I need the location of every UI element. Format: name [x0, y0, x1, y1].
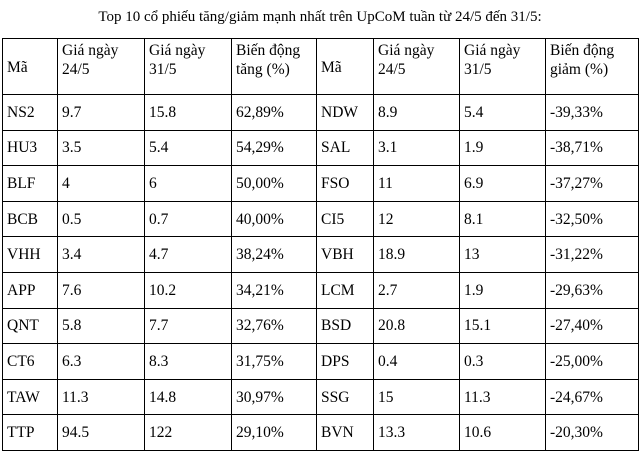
gainer-change-cell: 30,97% — [232, 379, 317, 415]
loser-change-cell: -25,00% — [546, 344, 639, 380]
loser-code-cell: BVN — [317, 415, 374, 451]
gainer-code-cell: BLF — [3, 166, 58, 202]
gainer-code-cell: NS2 — [3, 95, 58, 131]
loser-code-cell: BSD — [317, 308, 374, 344]
gainer-price-end-cell: 8.3 — [145, 344, 232, 380]
gainer-price-start-cell: 5.8 — [58, 308, 145, 344]
loser-change-cell: -24,67% — [546, 379, 639, 415]
table-caption: Top 10 cổ phiếu tăng/giảm mạnh nhất trên UpCoM tuần từ 24/5 đến 31/5: — [98, 9, 542, 25]
loser-price-end-cell: 11.3 — [460, 379, 546, 415]
gainer-code-cell: BCB — [3, 201, 58, 237]
loser-price-start-cell: 18.9 — [374, 237, 460, 273]
loser-price-start-cell: 15 — [374, 379, 460, 415]
gainer-code-cell: CT6 — [3, 344, 58, 380]
header-loss-change: Biến động giảm (%) — [546, 39, 639, 95]
table-row — [3, 95, 639, 131]
loser-code-cell: CI5 — [317, 201, 374, 237]
loser-change-cell: -37,27% — [546, 166, 639, 202]
loser-change-cell: -27,40% — [546, 308, 639, 344]
header-gain-change: Biến động tăng (%) — [232, 39, 317, 95]
loser-price-end-cell: 0.3 — [460, 344, 546, 380]
gainer-price-start-cell: 6.3 — [58, 344, 145, 380]
gainer-price-end-cell: 122 — [145, 415, 232, 451]
gainer-price-end-cell: 4.7 — [145, 237, 232, 273]
loser-change-cell: -32,50% — [546, 201, 639, 237]
gainer-change-cell: 40,00% — [232, 201, 317, 237]
gainer-price-end-cell: 14.8 — [145, 379, 232, 415]
gainer-change-cell: 50,00% — [232, 166, 317, 202]
loser-price-end-cell: 1.9 — [460, 130, 546, 166]
gainer-price-start-cell: 94.5 — [58, 415, 145, 451]
loser-price-end-cell: 5.4 — [460, 95, 546, 131]
gainer-price-start-cell: 3.4 — [58, 237, 145, 273]
gainer-price-start-cell: 9.7 — [58, 95, 145, 131]
table-row — [3, 201, 639, 237]
gainer-price-start-cell: 3.5 — [58, 130, 145, 166]
loser-code-cell: VBH — [317, 237, 374, 273]
gainer-change-cell: 31,75% — [232, 344, 317, 380]
table-row — [3, 308, 639, 344]
loser-price-start-cell: 20.8 — [374, 308, 460, 344]
gainer-price-end-cell: 0.7 — [145, 201, 232, 237]
loser-change-cell: -31,22% — [546, 237, 639, 273]
gainer-price-start-cell: 0.5 — [58, 201, 145, 237]
header-gain-price-end: Giá ngày 31/5 — [145, 39, 232, 95]
gainer-price-end-cell: 6 — [145, 166, 232, 202]
gainer-price-end-cell: 5.4 — [145, 130, 232, 166]
loser-change-cell: -39,33% — [546, 95, 639, 131]
gainer-code-cell: TTP — [3, 415, 58, 451]
gainer-change-cell: 29,10% — [232, 415, 317, 451]
header-loss-code: Mã — [317, 39, 374, 95]
loser-price-start-cell: 2.7 — [374, 272, 460, 308]
header-loss-price-start: Giá ngày 24/5 — [374, 39, 460, 95]
table-body — [3, 95, 639, 451]
gainer-price-start-cell: 11.3 — [58, 379, 145, 415]
loser-price-start-cell: 0.4 — [374, 344, 460, 380]
loser-change-cell: -20,30% — [546, 415, 639, 451]
loser-price-end-cell: 6.9 — [460, 166, 546, 202]
gainer-code-cell: APP — [3, 272, 58, 308]
gainer-change-cell: 32,76% — [232, 308, 317, 344]
loser-price-end-cell: 8.1 — [460, 201, 546, 237]
loser-price-end-cell: 1.9 — [460, 272, 546, 308]
header-loss-price-end: Giá ngày 31/5 — [460, 39, 546, 95]
loser-code-cell: SAL — [317, 130, 374, 166]
gainer-price-start-cell: 4 — [58, 166, 145, 202]
gainer-code-cell: VHH — [3, 237, 58, 273]
loser-price-start-cell: 8.9 — [374, 95, 460, 131]
gainer-price-end-cell: 10.2 — [145, 272, 232, 308]
loser-price-end-cell: 13 — [460, 237, 546, 273]
table-row — [3, 166, 639, 202]
header-gain-code: Mã — [3, 39, 58, 95]
gainer-change-cell: 34,21% — [232, 272, 317, 308]
loser-price-start-cell: 11 — [374, 166, 460, 202]
gainer-code-cell: QNT — [3, 308, 58, 344]
header-gain-price-start: Giá ngày 24/5 — [58, 39, 145, 95]
loser-code-cell: LCM — [317, 272, 374, 308]
loser-code-cell: DPS — [317, 344, 374, 380]
loser-code-cell: SSG — [317, 379, 374, 415]
loser-code-cell: FSO — [317, 166, 374, 202]
loser-change-cell: -38,71% — [546, 130, 639, 166]
loser-price-start-cell: 3.1 — [374, 130, 460, 166]
gainer-change-cell: 38,24% — [232, 237, 317, 273]
gainer-change-cell: 54,29% — [232, 130, 317, 166]
gainer-code-cell: HU3 — [3, 130, 58, 166]
loser-price-end-cell: 15.1 — [460, 308, 546, 344]
gainer-price-end-cell: 7.7 — [145, 308, 232, 344]
gainer-price-start-cell: 7.6 — [58, 272, 145, 308]
loser-price-start-cell: 13.3 — [374, 415, 460, 451]
gainer-code-cell: TAW — [3, 379, 58, 415]
table-row — [3, 272, 639, 308]
gainer-change-cell: 62,89% — [232, 95, 317, 131]
table-row — [3, 415, 639, 451]
loser-price-end-cell: 10.6 — [460, 415, 546, 451]
table-row — [3, 344, 639, 380]
table-row — [3, 237, 639, 273]
table-row — [3, 130, 639, 166]
loser-change-cell: -29,63% — [546, 272, 639, 308]
loser-code-cell: NDW — [317, 95, 374, 131]
loser-price-start-cell: 12 — [374, 201, 460, 237]
gainer-price-end-cell: 15.8 — [145, 95, 232, 131]
stock-movers-table — [2, 38, 639, 451]
header-row — [3, 39, 639, 95]
table-row — [3, 379, 639, 415]
